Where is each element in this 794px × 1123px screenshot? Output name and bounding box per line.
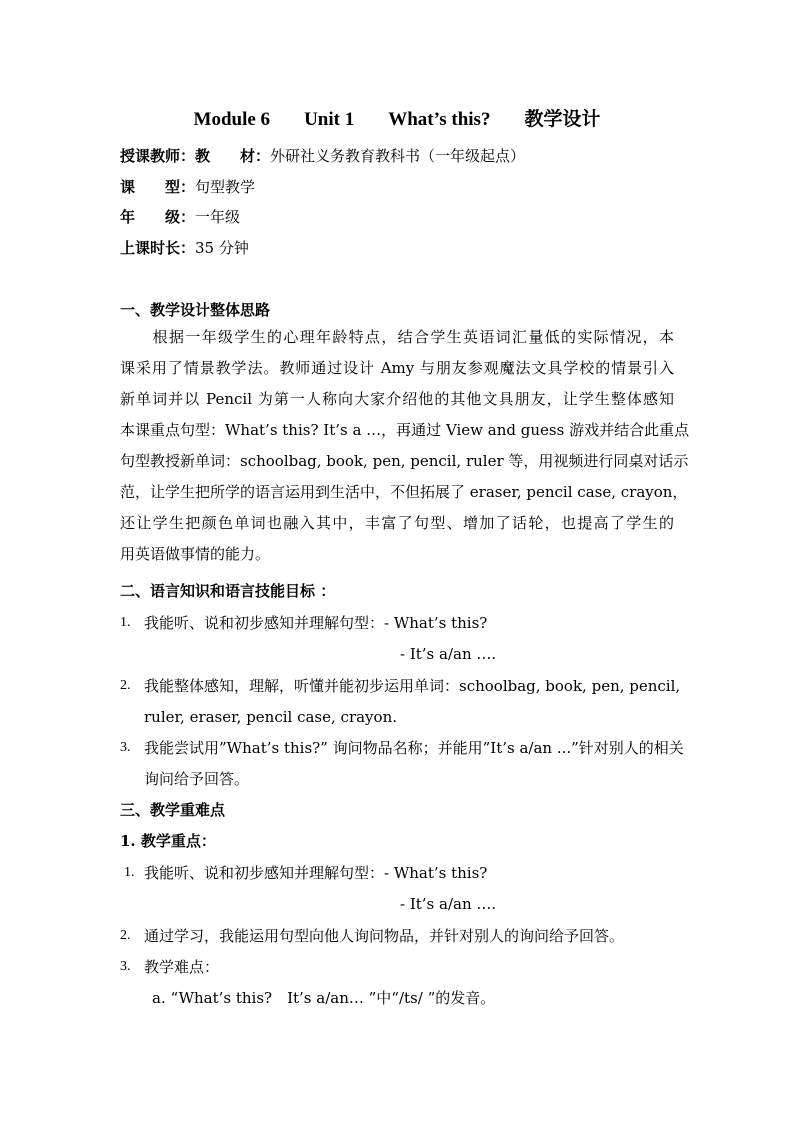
grade-label: 年 级： (120, 208, 196, 226)
info-teacher-material (120, 146, 525, 166)
list-item-continuation: - It’s a/an …. (400, 645, 497, 663)
title-unit: Unit 1 (304, 109, 355, 130)
list-item-continuation: 询问给予回答。 (144, 770, 250, 788)
material-value: 外研社义务教育教科书（一年级起点） (270, 147, 526, 165)
paragraph-line: 本课重点句型：What’s this? It’s a …，再通过 View and guess 游戏并结合此重点 (120, 421, 690, 439)
title-question: What’s this? (388, 109, 491, 130)
section3-heading: 三、教学重难点 (120, 801, 226, 819)
sub-item-a: a. “What’s this? It’s a/an… ”中“/ts/ ”的发音。 (152, 989, 496, 1007)
section3-subheading-focus: 1. 教学重点： (120, 832, 216, 850)
duration-value: 35 分钟 (195, 239, 249, 257)
list-number: 3. (120, 959, 131, 974)
section1-paragraph (120, 322, 690, 570)
type-label: 课 型： (120, 178, 196, 196)
paragraph-line: 用英语做事情的能力。 (120, 545, 271, 563)
list-number: 1. (120, 615, 131, 630)
info-duration (120, 238, 249, 258)
paragraph-line: 句型教授新单词：schoolbag, book, pen, pencil, ruler 等，用视频进行同桌对话示 (120, 452, 689, 470)
duration-label: 上课时长： (120, 239, 196, 257)
info-type (120, 177, 255, 197)
list-item-text: 我能听、说和初步感知并理解句型：- What’s this? (144, 614, 488, 632)
list-item-text: 教学难点： (144, 958, 220, 976)
list-number: 2. (120, 678, 131, 693)
paragraph-line: 还让学生把颜色单词也融入其中，丰富了句型、增加了话轮，也提高了学生的 (120, 514, 674, 532)
teacher-label: 授课教师： (120, 147, 196, 165)
title-module: Module 6 (193, 109, 271, 130)
material-label: 教 材： (195, 147, 271, 165)
list-item-text: 我能尝试用”What’s this?” 询问物品名称；并能用”It’s a/an ...”针对别人的相关 (144, 739, 684, 757)
grade-value: 一年级 (195, 208, 241, 226)
info-grade (120, 207, 240, 227)
page-title (0, 107, 794, 132)
paragraph-line: 范，让学生把所学的语言运用到生活中，不但拓展了 eraser, pencil case, crayon， (120, 483, 688, 501)
title-suffix: 教学设计 (524, 108, 601, 130)
paragraph-line: 新单词并以 Pencil 为第一人称向大家介绍他的其他文具朋友，让学生整体感知 (120, 390, 674, 408)
list-item-text: 通过学习，我能运用句型向他人询问物品，并针对别人的询问给予回答。 (144, 927, 625, 945)
list-item-text: 我能听、说和初步感知并理解句型：- What’s this? (144, 864, 488, 882)
list-number: 1. (124, 865, 135, 880)
list-item-continuation: - It’s a/an …. (400, 895, 497, 913)
paragraph-line: 根据一年级学生的心理年龄特点，结合学生英语词汇量低的实际情况，本 (120, 328, 674, 346)
type-value: 句型教学 (195, 178, 256, 196)
paragraph-line: 课采用了情景教学法。教师通过设计 Amy 与朋友参观魔法文具学校的情景引入 (120, 359, 674, 377)
list-number: 3. (120, 740, 131, 755)
section2-heading: 二、语言知识和语言技能目标 ： (120, 582, 336, 600)
list-item-text: 我能整体感知，理解，听懂并能初步运用单词：schoolbag, book, pen, pencil, (144, 677, 681, 695)
list-number: 2. (120, 928, 131, 943)
section1-heading: 一、教学设计整体思路 (120, 301, 271, 319)
list-item-continuation: ruler, eraser, pencil case, crayon. (144, 708, 397, 726)
